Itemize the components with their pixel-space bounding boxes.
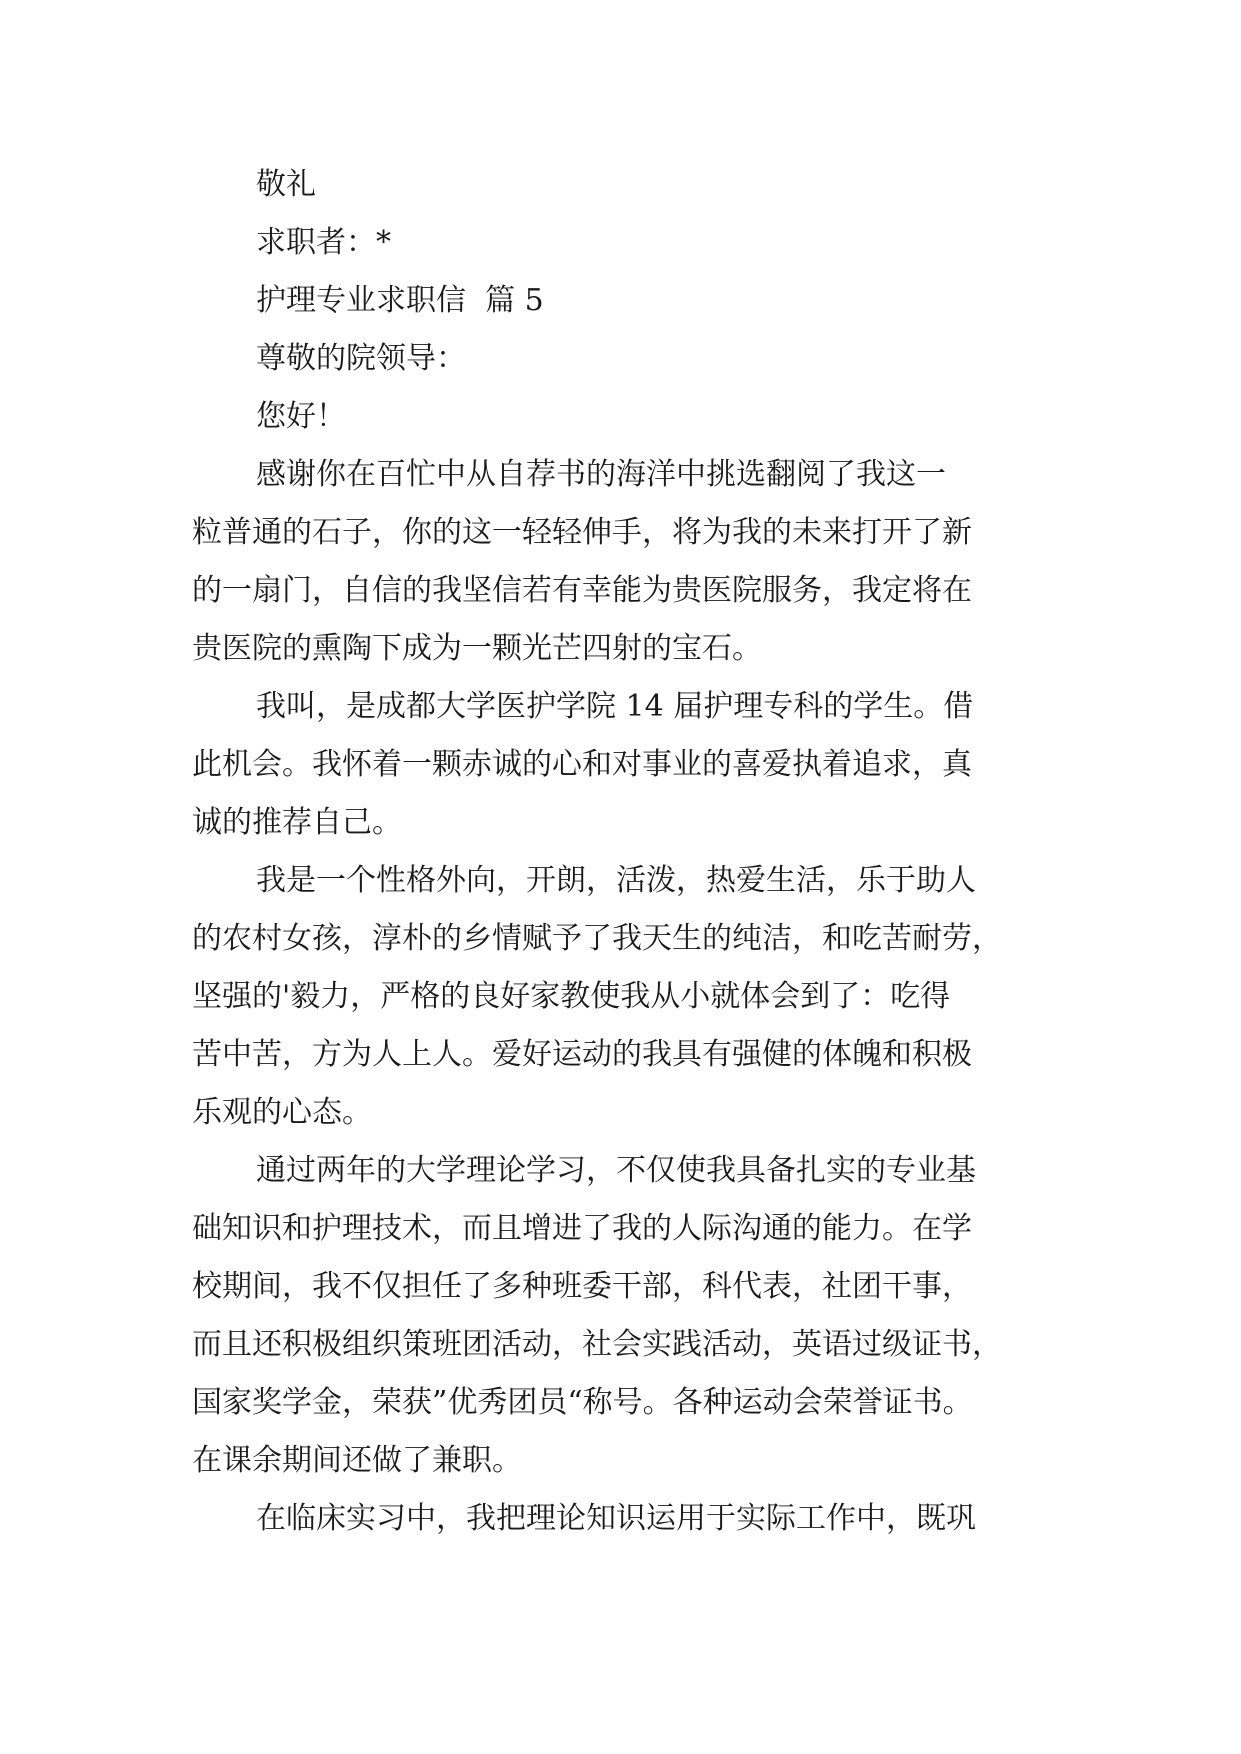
document-page: 敬礼 求职者：* 护理专业求职信 篇 5 尊敬的院领导： 您好！ 感谢你在百忙中从自荐书的海洋中挑选翻阅了我这一 粒普通的石子，你的这一轻轻伸手，将为我的未来打开了新 的一扇门，自信的我坚信若有幸能为贵医院服务，我定将在 贵医院的熏陶下成为一颗光芒四射的宝石。 我叫，是成都大学医护学院 14 届护理专科的学生。借 此机会。我怀着一颗赤诚的心和对事业的喜爱执着追求，真 诚的推荐自己。 我是一个性格外向，开朗，活泼，热爱生活，乐于助人 的农村女孩，淳朴的乡情赋予了我天生的纯洁，和吃苦耐劳， 坚强的'毅力，严格的良好家教使我从小就体会到了：吃得 苦中苦，方为人上人。爱好运动的我具有强健的体魄和积极 乐观的心态。 通过两年的大学理论学习，不仅使我具备扎实的专业基 础知识和护理技术，而且增进了我的人际沟通的能力。在学 校期间，我不仅担任了多种班委干部，科代表，社团干事， 而且还积极组织策班团活动，社会实践活动，英语过级证书， 国家奖学金，荣获”优秀团员“称号。各种运动会荣誉证书。 在课余期间还做了兼职。 在临床实习中，我把理论知识运用于实际工作中，既巩 <box>192 167 1002 1536</box>
